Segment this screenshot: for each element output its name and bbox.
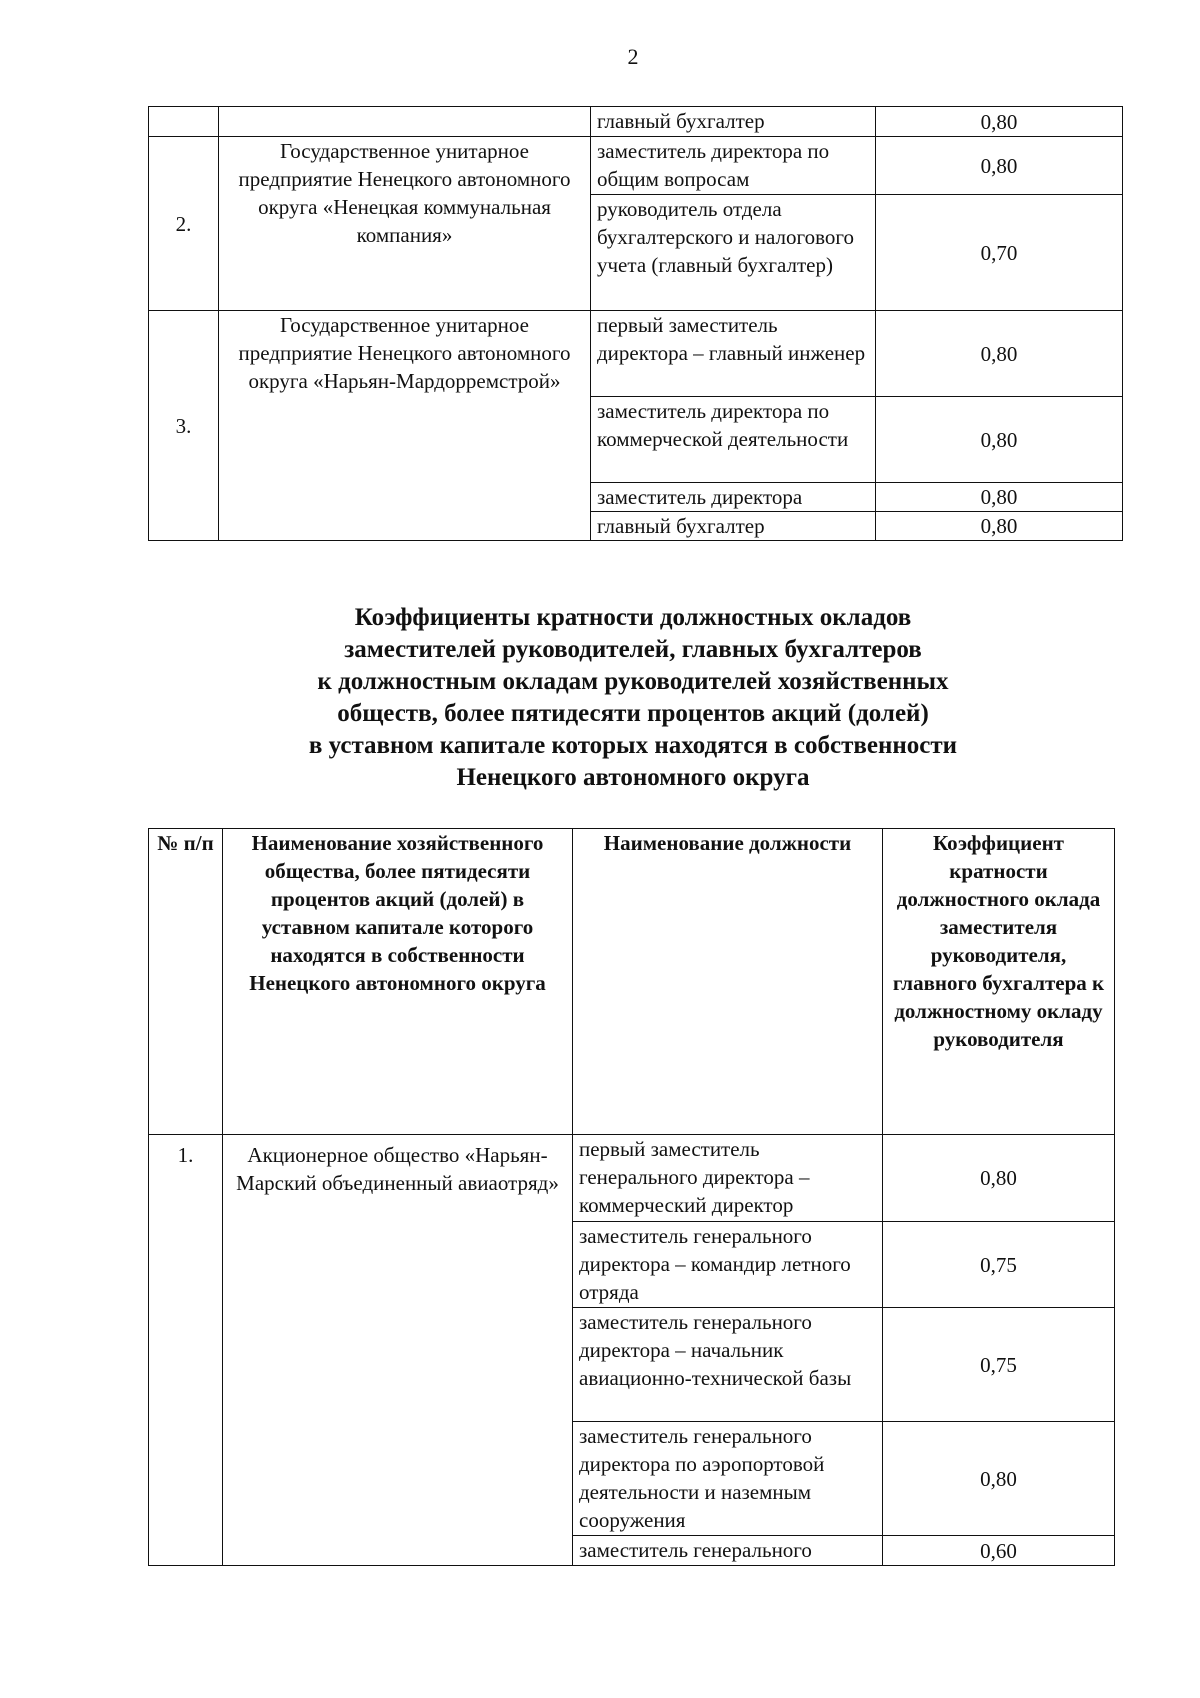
table-row [149, 137, 1123, 195]
coefficient-value: 0,75 [883, 1222, 1115, 1308]
header-position: Наименование должности [573, 829, 883, 1135]
heading-line: заместителей руководителей, главных бухгалтеров [344, 636, 922, 663]
organization-name: Государственное унитарное предприятие Ненецкого автономного округа «Нарьян-Мардорремстрой» [219, 311, 591, 541]
heading-line: обществ, более пятидесяти процентов акций (долей) [337, 700, 929, 727]
position-name: заместитель директора [591, 483, 876, 512]
table-row [149, 1135, 1115, 1222]
position-name: главный бухгалтер [591, 107, 876, 137]
coefficient-value: 0,80 [876, 512, 1123, 541]
page-number: 2 [627, 44, 639, 69]
position-name: заместитель директора по общим вопросам [591, 137, 876, 195]
position-name: первый заместитель директора – главный инженер [591, 311, 876, 397]
position-name: заместитель генерального директора – командир летного отряда [573, 1222, 883, 1308]
heading-line: в уставном капитале которых находятся в собственности [308, 732, 958, 759]
header-coefficient: Коэффициент кратности должностного оклада заместителя руководителя, главного бухгалтера к должностному окладу руководителя [883, 829, 1115, 1135]
heading-line: Коэффициенты кратности должностных окладов [354, 604, 912, 631]
table-row [149, 311, 1123, 397]
position-name: заместитель генерального директора по аэропортовой деятельности и наземным сооружения [573, 1422, 883, 1536]
organization-name: Акционерное общество «Нарьян-Марский объединенный авиаотряд» [223, 1135, 573, 1566]
coefficient-value: 0,80 [876, 311, 1123, 397]
heading-line: к должностным окладам руководителей хозяйственных [317, 668, 949, 695]
header-organization: Наименование хозяйственного общества, более пятидесяти процентов акций (долей) в уставном капитале которого находятся в собственности Ненецкого автономного округа [223, 829, 573, 1135]
position-name: первый заместитель генерального директора – коммерческий директор [573, 1135, 883, 1222]
position-name: руководитель отдела бухгалтерского и налогового учета (главный бухгалтер) [591, 195, 876, 311]
position-name: главный бухгалтер [591, 512, 876, 541]
coefficient-value: 0,75 [883, 1308, 1115, 1422]
table-header-row [149, 829, 1115, 1135]
organization-name [219, 107, 591, 137]
position-name: заместитель генерального [573, 1536, 883, 1566]
coefficient-value: 0,80 [883, 1422, 1115, 1536]
position-name: заместитель генерального директора – начальник авиационно-технической базы [573, 1308, 883, 1422]
coefficient-value: 0,80 [876, 107, 1123, 137]
coefficient-value: 0,60 [883, 1536, 1115, 1566]
table-row [149, 107, 1123, 137]
row-number: 1. [149, 1135, 223, 1566]
coefficients-table-continued [148, 106, 1123, 541]
row-number: 3. [149, 311, 219, 541]
heading-line: Ненецкого автономного округа [456, 764, 810, 791]
coefficient-value: 0,80 [876, 137, 1123, 195]
header-number: № п/п [149, 829, 223, 1135]
position-name: заместитель директора по коммерческой деятельности [591, 397, 876, 483]
coefficient-value: 0,80 [876, 397, 1123, 483]
section-heading [0, 602, 1200, 794]
row-number [149, 107, 219, 137]
coefficients-table [148, 828, 1115, 1566]
coefficient-value: 0,70 [876, 195, 1123, 311]
coefficient-value: 0,80 [876, 483, 1123, 512]
organization-name: Государственное унитарное предприятие Ненецкого автономного округа «Ненецкая коммунальная компания» [219, 137, 591, 311]
coefficient-value: 0,80 [883, 1135, 1115, 1222]
row-number: 2. [149, 137, 219, 311]
